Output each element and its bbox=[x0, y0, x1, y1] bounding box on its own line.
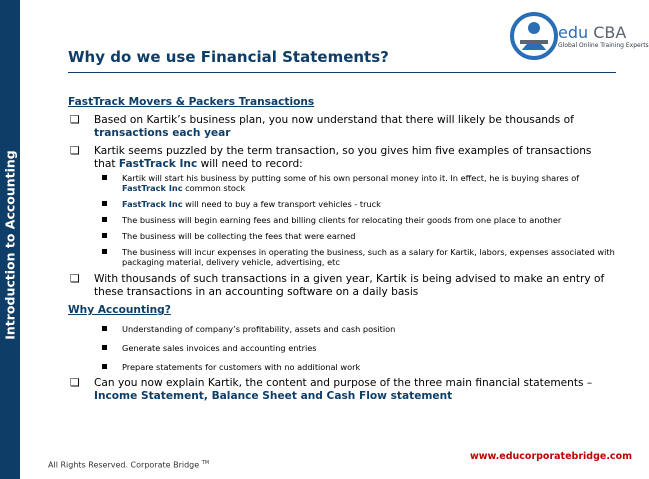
logo-tagline: Global Online Training Experts bbox=[558, 42, 649, 49]
list-item: Understanding of company’s profitability, assets and cash position bbox=[68, 324, 616, 334]
filled-square-icon bbox=[102, 364, 107, 369]
bullet-accounting-software: ❑ With thousands of such transactions in a given year, Kartik is being advised to make an entry of these transactions in an accounting software on a daily basis bbox=[70, 272, 605, 298]
list-item: The business will begin earning fees and billing clients for relocating their goods from one place to another bbox=[68, 215, 616, 225]
list-item: FastTrack Inc will need to buy a few transport vehicles - truck bbox=[68, 199, 616, 209]
list-item: Kartik will start his business by putting some of his own personal money into it. In effect, he is buying shares of FastTrack Inc common stock bbox=[68, 173, 616, 193]
checkbox-square-icon: ❑ bbox=[70, 376, 80, 389]
bullet-business-plan: ❑ Based on Kartik’s business plan, you now understand that there will likely be thousands of transactions each year bbox=[70, 113, 574, 139]
filled-square-icon bbox=[102, 217, 107, 222]
filled-square-icon bbox=[102, 201, 107, 206]
sidebar bbox=[0, 0, 20, 479]
slide-content bbox=[68, 96, 616, 408]
section-heading-why-accounting: Why Accounting? bbox=[68, 304, 171, 316]
footer-website-link[interactable]: www.educorporatebridge.com bbox=[469, 451, 632, 462]
logo-brand: edu CBA bbox=[558, 23, 627, 42]
title-divider bbox=[68, 72, 616, 73]
list-item: The business will be collecting the fees that were earned bbox=[68, 231, 616, 241]
filled-square-icon bbox=[102, 249, 107, 254]
sidebar-label: Introduction to Accounting bbox=[2, 150, 18, 340]
filled-square-icon bbox=[102, 345, 107, 350]
filled-square-icon bbox=[102, 326, 107, 331]
filled-square-icon bbox=[102, 175, 107, 180]
list-item: The business will incur expenses in operating the business, such as a salary for Kartik, labors, expenses associated with packaging material, delivery vehicle, advertising, etc bbox=[68, 247, 616, 267]
footer-copyright: All Rights Reserved. Corporate Bridge ™ bbox=[48, 460, 210, 470]
filled-square-icon bbox=[102, 233, 107, 238]
checkbox-square-icon: ❑ bbox=[70, 272, 80, 285]
checkbox-square-icon: ❑ bbox=[70, 144, 80, 157]
checkbox-square-icon: ❑ bbox=[70, 113, 80, 126]
bullet-transaction-examples: ❑ Kartik seems puzzled by the term transaction, so you gives him five examples of transactions that FastTrack Inc will need to record: bbox=[70, 144, 592, 170]
list-item: Generate sales invoices and accounting entries bbox=[68, 343, 616, 353]
section-heading-transactions: FastTrack Movers & Packers Transactions bbox=[68, 96, 315, 108]
list-item: Prepare statements for customers with no additional work bbox=[68, 362, 616, 372]
page-title: Why do we use Financial Statements? bbox=[68, 48, 389, 66]
bullet-financial-statements-question: ❑ Can you now explain Kartik, the content and purpose of the three main financial statements – Income Statement, Balance Sheet and Cash Flow statement bbox=[70, 376, 593, 402]
